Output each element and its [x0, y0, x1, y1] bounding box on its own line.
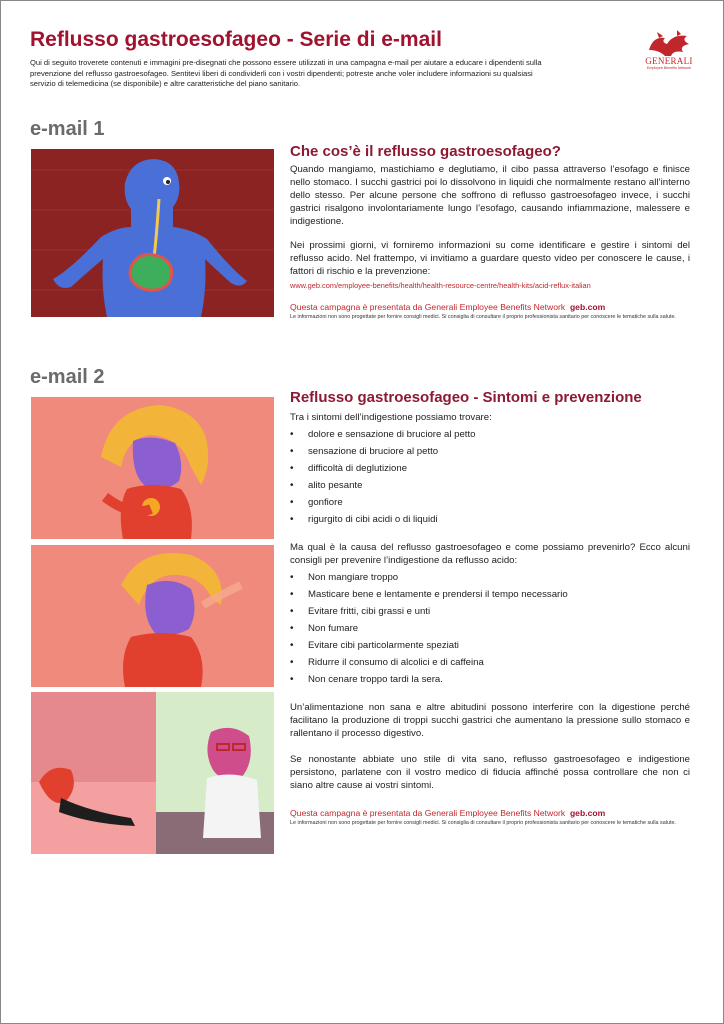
list-item: • dolore e sensazione di bruciore al petto — [290, 428, 690, 445]
email2-prevention-intro: Ma qual è la causa del reflusso gastroesofageo e come possiamo prevenirlo? Ecco alcuni consigli per prevenire l’indigestione da reflusso acido: — [290, 542, 690, 566]
page-title: Reflusso gastroesofageo - Serie di e-mail — [30, 28, 442, 51]
email1-paragraph-1: Quando mangiamo, mastichiamo e deglutiamo, il cibo passa attraverso l’esofago e finisce nello stomaco. I succhi gastrici poi lo dissolvono in liquidi che normalmente restano all’interno dello stesso. Per alcune persone che soffrono di reflusso gastroesofageo invece, i succhi gastrici risalgono involontariamente lungo l’esofago, causando infiammazione, malessere e indigestione. — [290, 164, 690, 227]
email2-illustration-doctor-visit — [31, 692, 274, 854]
email2-symptoms-intro: Tra i sintomi dell’indigestione possiamo trovare: — [290, 412, 492, 423]
email1-illustration-digestive-system — [31, 149, 274, 317]
email1-campaign-text: Questa campagna è presentata da Generali Employee Benefits Network — [290, 302, 566, 312]
email2-campaign-note — [290, 808, 605, 818]
email2-prevention-list — [290, 571, 690, 690]
list-item: • Evitare cibi particolarmente speziati — [290, 639, 690, 656]
email1-campaign-note — [290, 302, 605, 312]
list-item: • Ridurre il consumo di alcolici e di caffeina — [290, 656, 690, 673]
logo-wordmark: GENERALI — [645, 56, 693, 66]
email1-video-link[interactable]: www.geb.com/employee-benefits/health/health-resource-centre/health-kits/acid-reflux-italian — [290, 281, 591, 290]
intro-text: Qui di seguito troverete contenuti e immagini pre-disegnati che possono essere utilizzati in una campagna e-mail per aiutare a educare i dipendenti sulla prevenzione del reflusso gastroesofageo. Sentitevi liberi di condividerli con i vostri dipendenti; potreste anche voler includere informazioni su qualsiasi servizio di telemedicina (se disponibile) e altre caratteristiche del piano sanitario. — [30, 58, 542, 88]
email2-campaign-text: Questa campagna è presentata da Generali Employee Benefits Network — [290, 808, 566, 818]
list-item: • Non mangiare troppo — [290, 571, 690, 588]
email2-illustration-bad-breath — [31, 545, 274, 687]
email1-campaign-site[interactable]: geb.com — [569, 302, 606, 312]
email1-heading: Che cos’è il reflusso gastroesofageo? — [290, 143, 561, 160]
email2-paragraph-3: Un’alimentazione non sana e altre abitudini possono interferire con la digestione perché facilitano la produzione di troppi succhi gastrici che aumentano la pressione sullo stomaco e rallentano il processo digestivo. — [290, 702, 690, 739]
list-item: • Non fumare — [290, 622, 690, 639]
list-item: • Non cenare troppo tardi la sera. — [290, 673, 690, 690]
email2-illustration-heartburn — [31, 397, 274, 539]
email2-label: e-mail 2 — [30, 366, 105, 388]
email1-paragraph-2: Nei prossimi giorni, vi forniremo informazioni su come identificare e gestire i sintomi del reflusso acido. Nel frattempo, vi invitiamo a guardare questo video per conoscere le cause, i fattori di rischio e la prevenzione: — [290, 240, 690, 277]
email1-label: e-mail 1 — [30, 118, 105, 140]
email2-symptoms-list — [290, 428, 690, 530]
email2-paragraph-4: Se nonostante abbiate uno stile di vita sano, reflusso gastroesofageo e indigestione persistono, parlatene con il vostro medico di fiducia affinché possa controllare che non ci siano altre cause ai vostri sintomi. — [290, 754, 690, 791]
list-item: • sensazione di bruciore al petto — [290, 445, 690, 462]
email2-disclaimer: Le informazioni non sono progettate per fornire consigli medici. Si consiglia di consultare il proprio professionista sanitario per conoscere le tematiche sulla salute. — [290, 820, 676, 826]
email2-heading: Reflusso gastroesofageo - Sintomi e prevenzione — [290, 389, 642, 406]
email1-disclaimer: Le informazioni non sono progettate per fornire consigli medici. Si consiglia di consultare il proprio professionista sanitario per conoscere le tematiche sulla salute. — [290, 314, 676, 320]
email2-campaign-site[interactable]: geb.com — [569, 808, 606, 818]
logo-subtitle: Employee Benefits Network — [646, 66, 692, 70]
list-item: • alito pesante — [290, 479, 690, 496]
list-item: • Masticare bene e lentamente e prendersi il tempo necessario — [290, 588, 690, 605]
list-item: • gonfiore — [290, 496, 690, 513]
list-item: • difficoltà di deglutizione — [290, 462, 690, 479]
list-item: • rigurgito di cibi acidi o di liquidi — [290, 513, 690, 530]
list-item: • Evitare fritti, cibi grassi e unti — [290, 605, 690, 622]
